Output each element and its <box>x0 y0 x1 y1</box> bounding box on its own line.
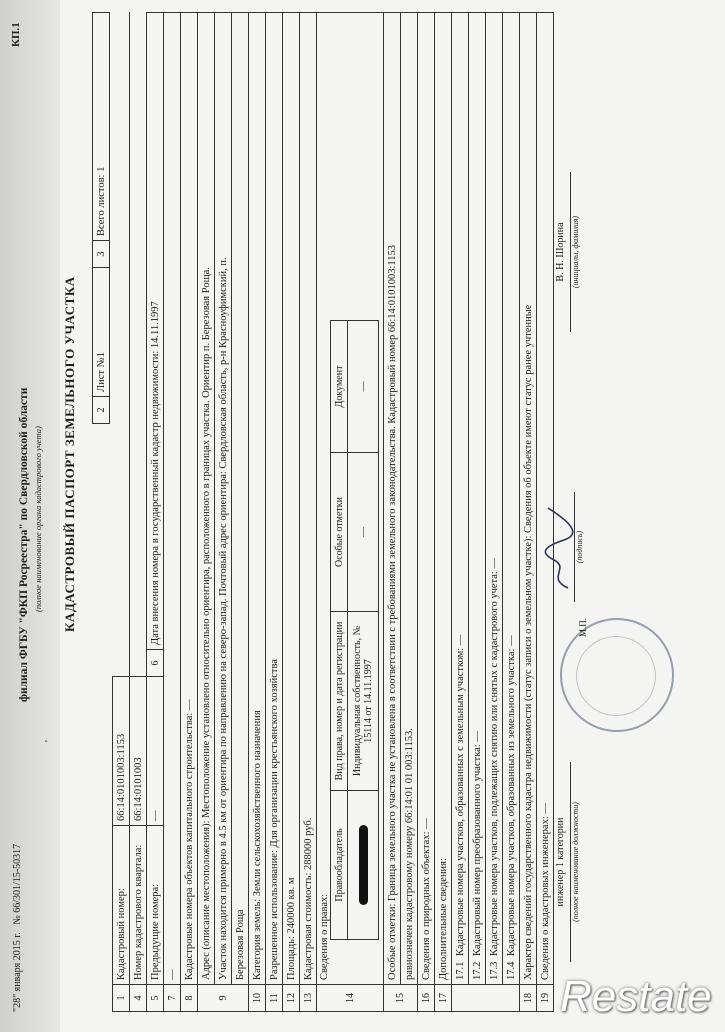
special-notes-2: равнозначен кадастровому номеру 66:14:01 01 003:1153. <box>401 13 418 985</box>
row-number: 13 <box>300 985 317 1012</box>
area: Площадь: 240000 кв. м <box>283 13 300 985</box>
form-body <box>92 12 554 1012</box>
seal-inner-ring <box>576 636 656 716</box>
right-type: Индивидуальная собственность, № <box>352 625 363 777</box>
row-number: 17.4 <box>505 961 517 980</box>
row-16 <box>418 13 435 1012</box>
row-number: 14 <box>317 985 384 1012</box>
row-17-2 <box>469 13 486 1012</box>
sheet-label: Лист №1 <box>93 268 110 397</box>
row-number: 11 <box>266 985 283 1012</box>
form-code: КП.1 <box>10 22 22 47</box>
right-registration: 15114 от 14.11.1997 <box>363 659 374 743</box>
cadastral-form-table <box>112 12 554 1012</box>
header-mark: ' <box>44 740 55 742</box>
row-9-cont <box>215 13 232 1012</box>
rights-col-document: Документ <box>331 321 348 453</box>
doc-date: "28" января 2015 г. <box>12 932 23 1012</box>
row-12 <box>283 13 300 1012</box>
row-label: Предыдущие номера: <box>147 826 164 985</box>
additional-info: Дополнительные сведения: <box>435 13 452 985</box>
row-value: — <box>183 699 195 711</box>
address-text-2: Участок находится примерно в 4.5 км от ориентира по направлению на северо-запад. Почтовый адрес ориентира: Свердловская область, р-н Красноуфимский, п. <box>215 13 232 985</box>
row-17 <box>435 13 452 1012</box>
rights-table <box>330 320 379 940</box>
cadastral-value: Кадастровая стоимость: 288000 руб. <box>300 13 317 985</box>
sheet-info-table <box>92 12 110 1012</box>
row-9 <box>198 13 215 1012</box>
row-number: 17.2 <box>471 961 483 980</box>
row-label: Кадастровые номера объектов капитального строительства: <box>183 712 195 980</box>
rights-col-notes: Особые отметки <box>331 453 348 612</box>
row-11 <box>266 13 283 1012</box>
row-5 <box>147 13 164 1012</box>
row-number: 8 <box>181 985 198 1012</box>
row-text: Кадастровый номер преобразованного участка: — <box>471 731 483 956</box>
row-9-cont2 <box>232 13 249 1012</box>
row-number: 17.3 <box>488 961 500 980</box>
address-text: Местоположение установлено относительно ориентира, расположенного в границах участка. Ориентир п. Березовая Роща. <box>200 267 212 818</box>
sign-caption: (подпись) <box>574 492 584 602</box>
rights-document-value: — <box>348 321 379 453</box>
row-7 <box>164 13 181 1012</box>
row-10 <box>249 13 266 1012</box>
doc-number: № 66/301/15-50317 <box>12 843 23 925</box>
row-number: 5 <box>147 985 164 1012</box>
total-num: 3 <box>93 241 110 268</box>
position-caption: (полное наименование должности) <box>570 762 580 962</box>
date-number <box>12 844 23 1012</box>
row-number: 6 <box>147 650 164 677</box>
rights-col-right: Вид права, номер и дата регистрации <box>331 612 348 791</box>
row-value: — <box>164 13 181 985</box>
row-1 <box>113 13 130 1012</box>
org-name: филиал ФГБУ "ФКП Росреестра" по Свердловской области <box>18 387 30 702</box>
row-15-cont <box>401 13 418 1012</box>
restate-watermark: Restate <box>560 972 712 1021</box>
scan-shadow <box>0 0 60 1032</box>
rights-label: Сведения о правах: <box>319 893 330 980</box>
row-17-1 <box>452 13 469 1012</box>
row-number: 1 <box>113 985 130 1012</box>
rights-col-holder: Правообладатель <box>331 791 348 940</box>
total-label: Всего листов: 1 <box>93 13 110 241</box>
special-notes: Особые отметки: Граница земельного участка не установлена в соответствии с требованиями земельного законодательства. Кадастровый номер 66:14:0101003:1153 <box>384 13 401 985</box>
row-number: 17 <box>435 985 452 1012</box>
cadastral-number: 66:14:0101003:1153 <box>113 677 130 826</box>
org-caption: (полное наименование органа кадастрового учета) <box>33 426 43 612</box>
cadastral-engineers: Сведения о кадастровых инженерах: — <box>537 13 554 985</box>
registration-date: Дата внесения номера в государственный кадастр недвижимости: 14.11.1997 <box>147 13 164 650</box>
row-label: Адрес (описание местоположения): <box>200 820 212 980</box>
land-category: Категория земель: Земли сельскохозяйственного назначения <box>249 13 266 985</box>
row-number: 10 <box>249 985 266 1012</box>
row-number: 18 <box>520 985 537 1012</box>
row-18 <box>520 13 537 1012</box>
row-text: Кадастровые номера участков, образованных с земельным участком: — <box>454 634 466 956</box>
row-number: 7 <box>164 985 181 1012</box>
row-13 <box>300 13 317 1012</box>
row-text: Кадастровые номера участков, образованных из земельного участка: — <box>505 635 517 956</box>
row-label: Номер кадастрового квартала: <box>130 826 147 985</box>
handwritten-signature <box>540 502 576 592</box>
row-17-4 <box>503 13 520 1012</box>
main-title: КАДАСТРОВЫЙ ПАСПОРТ ЗЕМЕЛЬНОГО УЧАСТКА <box>62 276 77 632</box>
sheet-num: 2 <box>93 397 110 424</box>
row-17-3 <box>486 13 503 1012</box>
row-number: 17.1 <box>454 961 466 980</box>
mp-label: М.П. <box>578 617 588 637</box>
previous-numbers: — <box>147 677 164 826</box>
row-number: 15 <box>384 985 418 1012</box>
row-4 <box>130 13 147 1012</box>
name-caption: (инициалы, фамилия) <box>570 172 580 332</box>
rights-notes-value: — <box>348 453 379 612</box>
row-14 <box>317 13 384 1012</box>
redacted-holder <box>359 825 368 905</box>
row-number: 16 <box>418 985 435 1012</box>
row-number: 4 <box>130 985 147 1012</box>
permitted-use: Разрешенное использование: Для организации крестьянского хозяйства <box>266 13 283 985</box>
row-number: 9 <box>198 985 249 1012</box>
name-value: В. Н. Шорина <box>555 222 566 282</box>
row-label: Кадастровый номер: <box>113 826 130 985</box>
natural-objects: Сведения о природных объектах: — <box>418 13 435 985</box>
row-15 <box>384 13 401 1012</box>
row-number: 12 <box>283 985 300 1012</box>
quarter-number: 66:14:0101003 <box>130 677 147 826</box>
row-8 <box>181 13 198 1012</box>
address-text-3: Березовая Роща <box>232 13 249 985</box>
record-status: Характер сведений государственного кадастра недвижимости (статус записи о земельном участке): Сведения об объекте имеют статус ранее учтенные <box>520 13 537 985</box>
position-value: инженер 1 категории <box>555 817 566 907</box>
row-number: 19 <box>537 985 554 1012</box>
row-text: Кадастровые номера участков, подлежащих снятию или снятых с кадастрового учета: — <box>488 558 500 956</box>
